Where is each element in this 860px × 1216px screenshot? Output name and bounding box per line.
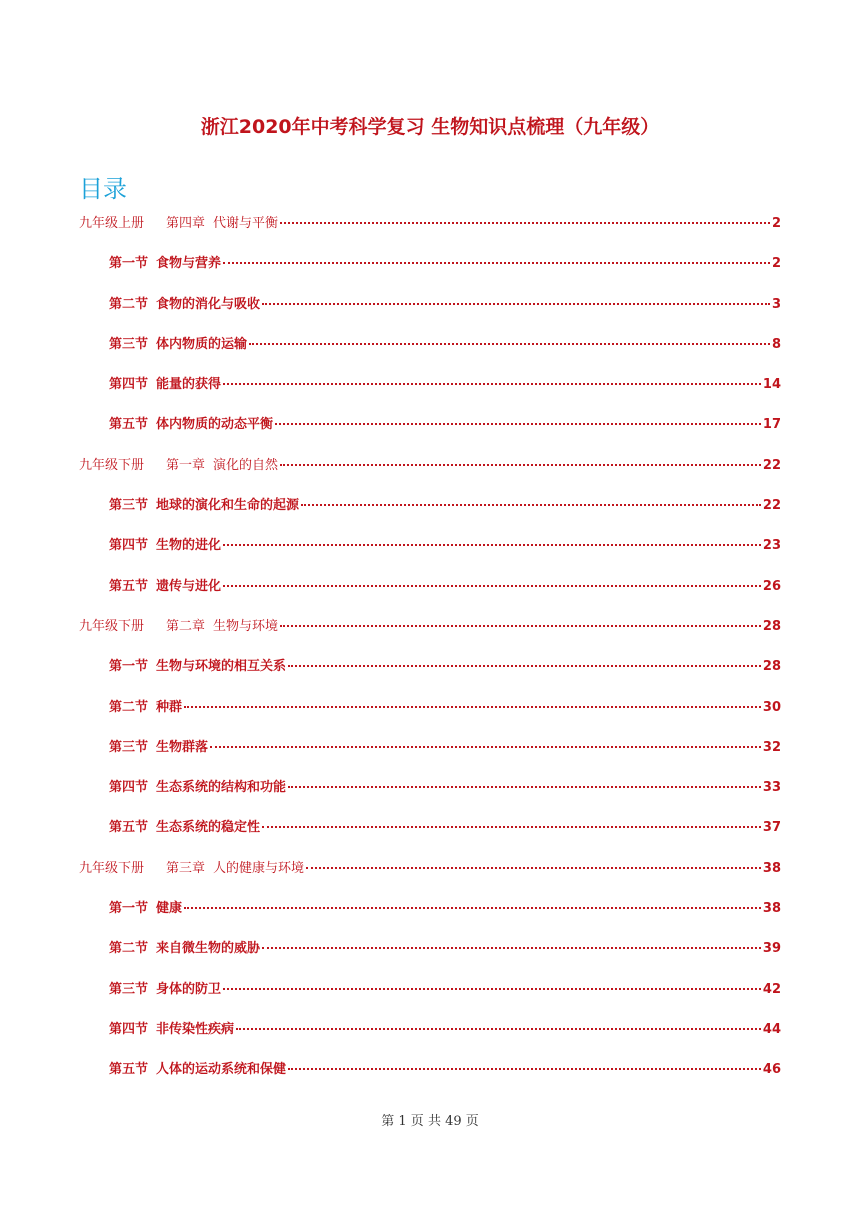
footer-prefix: 第 xyxy=(381,1114,395,1129)
toc-entry-page: 2 xyxy=(771,216,781,231)
toc-entry-number: 第二节 xyxy=(109,699,149,715)
document-title: 浙江2020年中考科学复习 生物知识点梳理（九年级） xyxy=(200,116,660,138)
toc-entry-number: 第四节 xyxy=(109,538,149,554)
toc-leader-dots xyxy=(184,706,761,708)
toc-entry-page: 42 xyxy=(762,981,781,997)
toc-leader-dots xyxy=(262,826,761,828)
footer-total-pages: 49 xyxy=(445,1114,462,1129)
toc-entry-number: 第四节 xyxy=(109,377,149,393)
toc-entry-page: 38 xyxy=(762,860,781,876)
toc-entry-page: 28 xyxy=(762,659,781,675)
toc-entry-number: 第三节 xyxy=(109,739,149,755)
toc-entry[interactable] xyxy=(79,777,781,817)
toc-entry-number: 第一节 xyxy=(109,901,149,917)
toc-entry-page: 23 xyxy=(762,538,781,554)
toc-entry-title: 生态系统的稳定性 xyxy=(156,820,261,836)
toc-entry-title: 食物的消化与吸收 xyxy=(156,296,261,312)
toc-leader-dots xyxy=(275,423,761,425)
toc-leader-dots xyxy=(223,988,761,990)
toc-entry-page: 22 xyxy=(762,457,781,473)
toc-entry[interactable] xyxy=(79,495,781,535)
toc-entry-title: 人体的运动系统和保健 xyxy=(156,1062,287,1078)
toc-entry-title: 遗传与进化 xyxy=(156,578,222,594)
toc-entry-number: 第二节 xyxy=(109,296,149,312)
footer-suffix: 页 xyxy=(465,1114,479,1129)
toc-entry-number: 第四章 xyxy=(166,216,206,231)
toc-entry[interactable] xyxy=(79,455,781,495)
toc-entry-title: 地球的演化和生命的起源 xyxy=(156,498,300,514)
toc-entry-title: 生态系统的结构和功能 xyxy=(156,780,287,796)
toc-entry-title: 体内物质的动态平衡 xyxy=(156,417,274,433)
toc-entry[interactable] xyxy=(79,1019,781,1059)
footer-current-page: 1 xyxy=(398,1114,407,1129)
toc-entry-page: 3 xyxy=(771,296,781,312)
toc-entry-title: 非传染性疾病 xyxy=(156,1021,235,1037)
toc-entry[interactable] xyxy=(79,213,781,253)
toc-leader-dots xyxy=(236,1028,761,1030)
toc-entry-page: 14 xyxy=(762,377,781,393)
toc-entry[interactable] xyxy=(79,898,781,938)
toc-leader-dots xyxy=(288,786,761,788)
toc-leader-dots xyxy=(306,867,761,869)
toc-entry[interactable] xyxy=(79,374,781,414)
toc-entry[interactable] xyxy=(79,656,781,696)
toc-entry-page: 22 xyxy=(762,498,781,514)
toc-entry[interactable] xyxy=(79,414,781,454)
toc-entry-page: 37 xyxy=(762,820,781,836)
toc-entry-title: 生物群落 xyxy=(156,739,209,755)
toc-entry-number: 第四节 xyxy=(109,1021,149,1037)
toc-entry-page: 30 xyxy=(762,699,781,715)
toc-leader-dots xyxy=(280,222,770,224)
toc-entry-page: 28 xyxy=(762,618,781,634)
toc-entry[interactable] xyxy=(79,334,781,374)
toc-entry-number: 第三节 xyxy=(109,498,149,514)
toc-entry-title: 生物与环境 xyxy=(213,618,279,634)
toc-entry[interactable] xyxy=(79,938,781,978)
toc-entry-part: 九年级下册 xyxy=(79,618,145,634)
toc-entry-title: 健康 xyxy=(156,901,183,917)
toc-entry-number: 第三章 xyxy=(166,860,206,876)
toc-entry-title: 来自微生物的威胁 xyxy=(156,941,261,957)
toc-entry[interactable] xyxy=(79,737,781,777)
toc-entry-page: 2 xyxy=(771,256,781,272)
toc-entry-number: 第四节 xyxy=(109,780,149,796)
toc-entry-number: 第一节 xyxy=(109,659,149,675)
toc-entry[interactable] xyxy=(79,535,781,575)
toc-entry-part: 九年级下册 xyxy=(79,457,145,473)
toc-entry-number: 第五节 xyxy=(109,417,149,433)
toc-entry-title: 体内物质的运输 xyxy=(156,336,248,352)
toc-leader-dots xyxy=(210,746,761,748)
footer-page-word: 页 xyxy=(410,1114,424,1129)
toc-entry-number: 第一节 xyxy=(109,256,149,272)
toc-leader-dots xyxy=(223,585,761,587)
table-of-contents xyxy=(79,213,781,1100)
toc-entry-title: 生物的进化 xyxy=(156,538,222,554)
toc-entry-page: 44 xyxy=(762,1021,781,1037)
toc-entry-number: 第二节 xyxy=(109,941,149,957)
toc-entry-title: 种群 xyxy=(156,699,183,715)
toc-entry-title: 能量的获得 xyxy=(156,377,222,393)
toc-entry-part: 九年级下册 xyxy=(79,860,145,876)
toc-entry-number: 第五节 xyxy=(109,1062,149,1078)
toc-leader-dots xyxy=(223,262,770,264)
toc-leader-dots xyxy=(223,544,761,546)
toc-entry[interactable] xyxy=(79,858,781,898)
toc-leader-dots xyxy=(288,1068,761,1070)
toc-entry[interactable] xyxy=(79,616,781,656)
toc-entry-part: 九年级上册 xyxy=(79,216,145,231)
toc-leader-dots xyxy=(280,464,761,466)
toc-leader-dots xyxy=(249,343,770,345)
toc-entry-page: 32 xyxy=(762,739,781,755)
toc-entry-number: 第二章 xyxy=(166,618,206,634)
toc-entry[interactable] xyxy=(79,294,781,334)
toc-leader-dots xyxy=(262,303,770,305)
toc-entry[interactable] xyxy=(79,817,781,857)
toc-leader-dots xyxy=(288,665,761,667)
toc-leader-dots xyxy=(262,947,761,949)
toc-entry-title: 演化的自然 xyxy=(213,457,279,473)
toc-entry-title: 身体的防卫 xyxy=(156,981,222,997)
toc-entry-title: 食物与营养 xyxy=(156,256,222,272)
toc-entry-page: 33 xyxy=(762,780,781,796)
toc-entry[interactable] xyxy=(79,697,781,737)
toc-entry[interactable] xyxy=(79,576,781,616)
toc-entry-number: 第五节 xyxy=(109,820,149,836)
toc-entry-title: 代谢与平衡 xyxy=(213,216,279,231)
toc-entry-number: 第三节 xyxy=(109,981,149,997)
toc-heading: 目录 xyxy=(79,175,127,203)
toc-entry-title: 人的健康与环境 xyxy=(213,860,305,876)
toc-entry[interactable] xyxy=(79,979,781,1019)
toc-entry-page: 46 xyxy=(762,1062,781,1078)
toc-entry-page: 39 xyxy=(762,941,781,957)
toc-entry-page: 26 xyxy=(762,578,781,594)
toc-leader-dots xyxy=(184,907,761,909)
toc-leader-dots xyxy=(301,504,761,506)
toc-entry-page: 17 xyxy=(762,417,781,433)
toc-entry-number: 第一章 xyxy=(166,457,206,473)
footer-total-word: 共 xyxy=(427,1114,441,1129)
page-footer xyxy=(0,1110,860,1129)
toc-leader-dots xyxy=(280,625,761,627)
toc-entry-title: 生物与环境的相互关系 xyxy=(156,659,287,675)
toc-entry[interactable] xyxy=(79,253,781,293)
toc-entry-number: 第五节 xyxy=(109,578,149,594)
toc-entry-number: 第三节 xyxy=(109,336,149,352)
toc-entry[interactable] xyxy=(79,1059,781,1099)
toc-entry-page: 8 xyxy=(771,336,781,352)
toc-entry-page: 38 xyxy=(762,901,781,917)
toc-leader-dots xyxy=(223,383,761,385)
